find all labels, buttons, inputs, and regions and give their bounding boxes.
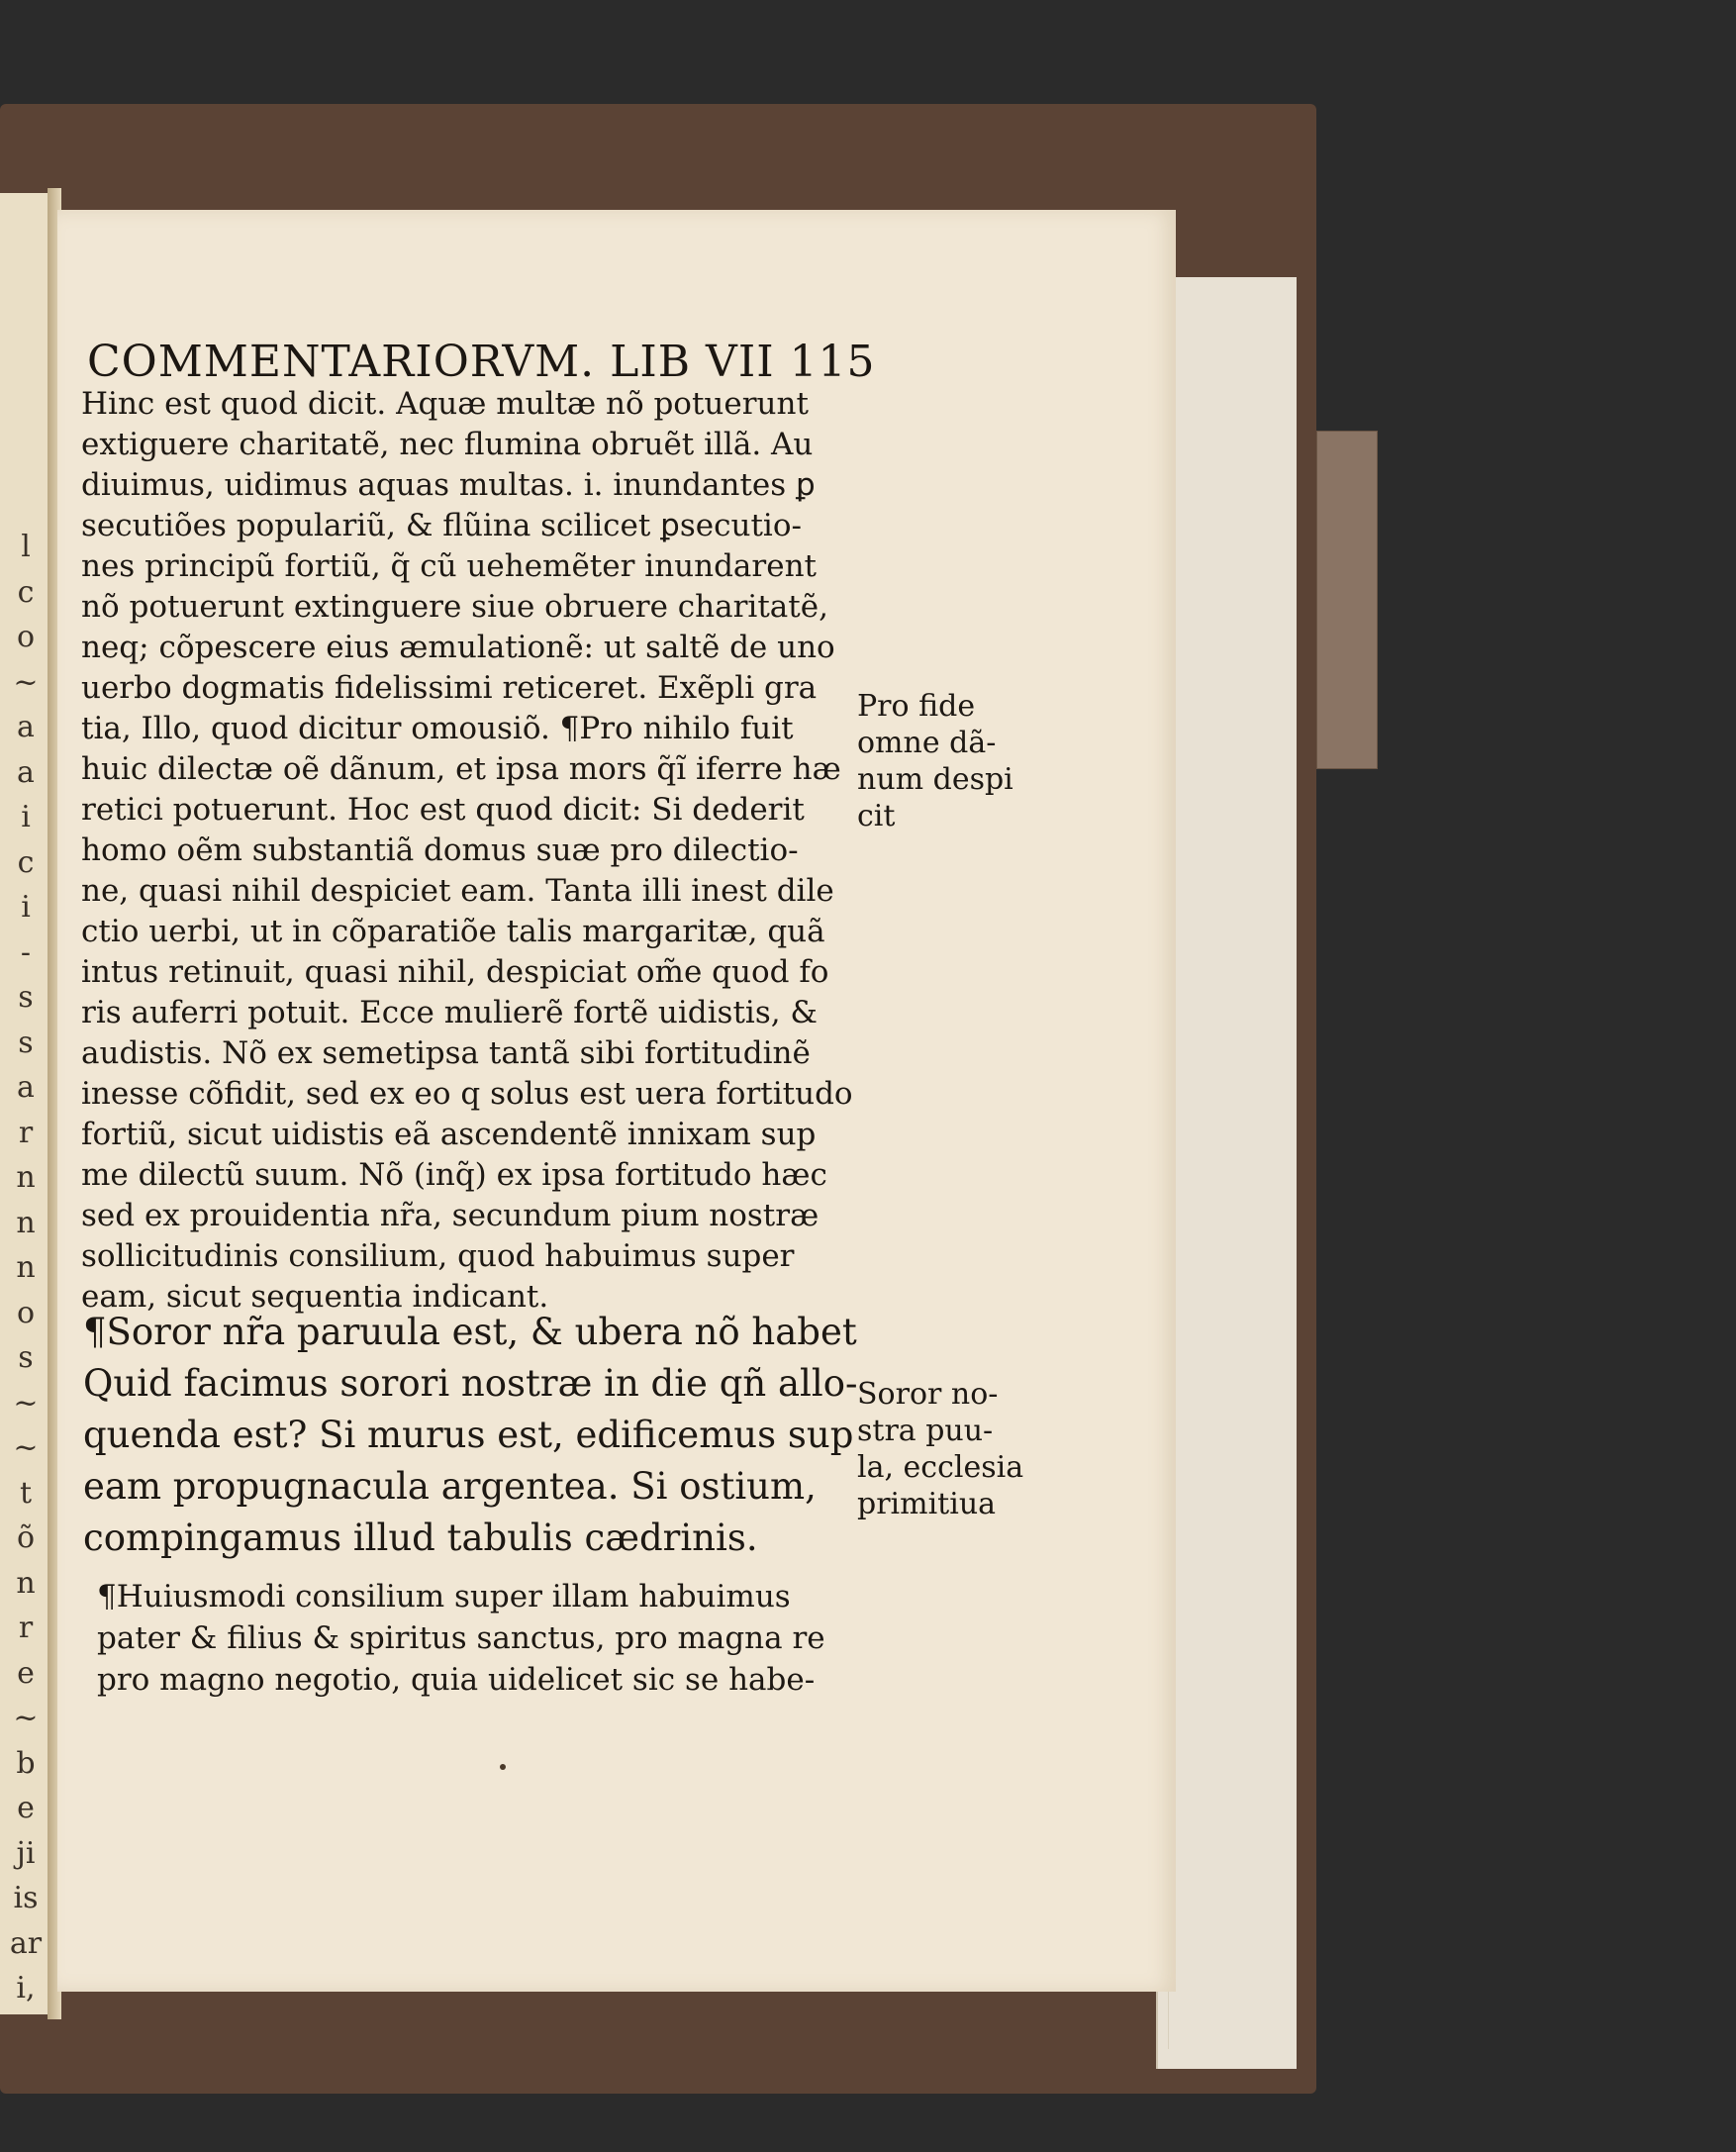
paragraph-3 <box>97 1576 869 1701</box>
margin-note-line: stra puu- <box>857 1414 994 1448</box>
margin-note-pro-fide <box>857 688 1035 834</box>
text-line: secutiões populariũ, & flũina scilicet ꝑsecutio- <box>81 508 802 543</box>
left-edge-letter: e <box>17 1791 35 1825</box>
text-line: neq; cõpescere eius æmulationẽ: ut saltẽ de uno <box>81 630 835 665</box>
text-line: ¶Huiusmodi consilium super illam habuimus <box>97 1579 791 1614</box>
left-edge-letter: i, <box>16 1971 36 2005</box>
left-edge-letter: ~ <box>13 1385 39 1420</box>
left-edge-letter: a <box>17 710 35 744</box>
left-edge-letter: s <box>18 980 34 1015</box>
text-line: huic dilectæ oẽ dãnum, et ipsa mors q̃ı̃ iferre hæ <box>81 751 841 787</box>
left-edge-letter: ~ <box>13 664 39 700</box>
left-edge-letter: is <box>13 1881 39 1915</box>
text-line: extiguere charitatẽ, nec flumina obruẽt illã. Au <box>81 427 814 462</box>
text-line: homo oẽm substantiã domus suæ pro dilectio- <box>81 832 799 868</box>
text-line: eam, sicut sequentia indicant. <box>81 1279 549 1315</box>
left-edge-letter: s <box>18 1340 34 1375</box>
left-edge-letter: ~ <box>13 1701 39 1735</box>
left-edge-letter: n <box>16 1565 36 1601</box>
text-line: nes principũ fortiũ, q̃ cũ uehemẽter inundarent <box>81 548 818 584</box>
left-edge-letter: ar <box>9 1925 43 1961</box>
left-edge-letter: a <box>17 754 35 790</box>
margin-note-line: Soror no- <box>857 1377 999 1412</box>
margin-note-line: num despi <box>857 762 1013 797</box>
margin-note-soror <box>857 1376 1035 1522</box>
margin-note-line: cit <box>857 799 896 833</box>
left-edge-letter: ji <box>16 1835 36 1871</box>
text-line: ris auferri potuit. Ecce mulierẽ fortẽ uidistis, & <box>81 995 819 1030</box>
left-edge-letter: o <box>16 1295 36 1330</box>
left-page-edge-text <box>4 525 48 2011</box>
left-page <box>0 193 51 2014</box>
paragraph-1 <box>81 384 863 1318</box>
margin-note-line: omne dã- <box>857 726 997 760</box>
left-edge-letter: ~ <box>13 1430 39 1465</box>
left-edge-letter: õ <box>16 1520 36 1555</box>
margin-note-line: la, ecclesia <box>857 1450 1024 1485</box>
running-header: COMMENTARIORVM. LIB VII 115 <box>87 337 876 387</box>
margin-note-line: Pro fide <box>857 689 976 724</box>
text-line: tia, Illo, quod dicitur omousiõ. ¶Pro nihilo fuit <box>81 711 794 746</box>
left-edge-letter: e <box>17 1655 35 1691</box>
text-line: inesse cõfidit, sed ex eo q solus est uera fortitudo <box>81 1076 853 1112</box>
left-edge-letter: n <box>16 1250 36 1285</box>
left-edge-letter: b <box>16 1745 36 1781</box>
left-edge-letter: r <box>18 1611 34 1645</box>
text-line: quenda est? Si murus est, edificemus sup <box>83 1414 854 1456</box>
text-line: Hinc est quod dicit. Aquæ multæ nõ potuerunt <box>81 386 809 422</box>
left-edge-letter: n <box>16 1160 36 1195</box>
page-stack-inner <box>1168 297 1278 2049</box>
left-edge-letter: r <box>18 1115 34 1150</box>
text-line: ne, quasi nihil despiciet eam. Tanta illi inest dile <box>81 873 834 909</box>
margin-note-line: primitiua <box>857 1487 997 1521</box>
left-edge-letter: t <box>19 1475 33 1511</box>
text-line: sed ex prouidentia nr̃a, secundum pium nostræ <box>81 1198 820 1233</box>
text-line: uerbo dogmatis fidelissimi reticeret. Exẽpli gra <box>81 670 818 706</box>
bookmark-tab <box>1316 431 1378 769</box>
text-line: fortiũ, sicut uidistis eã ascendentẽ innixam sup <box>81 1117 817 1152</box>
text-line: eam propugnacula argentea. Si ostium, <box>83 1465 817 1508</box>
left-edge-letter: a <box>17 1070 35 1105</box>
text-line: ctio uerbi, ut in cõparatiõe talis margaritæ, quã <box>81 914 825 949</box>
text-line: sollicitudinis consilium, quod habuimus super <box>81 1238 795 1274</box>
page-speck <box>500 1764 506 1770</box>
left-edge-letter: c <box>17 844 35 880</box>
text-line: pater & filius & spiritus sanctus, pro magna re <box>97 1620 825 1656</box>
text-line: pro magno negotio, quia uidelicet sic se habe- <box>97 1662 816 1698</box>
left-edge-letter: l <box>21 530 31 564</box>
text-line: Quid facimus sorori nostræ in die qñ allo- <box>83 1362 858 1405</box>
text-line: retici potuerunt. Hoc est quod dicit: Si dederit <box>81 792 805 828</box>
left-edge-letter: i <box>21 890 31 925</box>
left-edge-letter: c <box>17 574 35 610</box>
left-edge-letter: o <box>16 620 36 654</box>
paragraph-2 <box>83 1307 865 1564</box>
text-line: audistis. Nõ ex semetipsa tantã sibi fortitudinẽ <box>81 1035 811 1071</box>
text-line: nõ potuerunt extinguere siue obruere charitatẽ, <box>81 589 828 625</box>
left-edge-letter: i <box>21 800 31 834</box>
left-edge-letter: - <box>20 934 32 970</box>
text-line: compingamus illud tabulis cædrinis. <box>83 1516 758 1559</box>
text-line: diuimus, uidimus aquas multas. i. inundantes ꝑ <box>81 467 816 503</box>
text-line: me dilectũ suum. Nõ (inq̃) ex ipsa fortitudo hæc <box>81 1157 827 1193</box>
text-line: intus retinuit, quasi nihil, despiciat om̃e quod fo <box>81 954 829 990</box>
text-line: ¶Soror nr̃a paruula est, & ubera nõ habet <box>83 1311 857 1353</box>
left-edge-letter: s <box>18 1025 34 1060</box>
left-edge-letter: n <box>16 1205 36 1240</box>
